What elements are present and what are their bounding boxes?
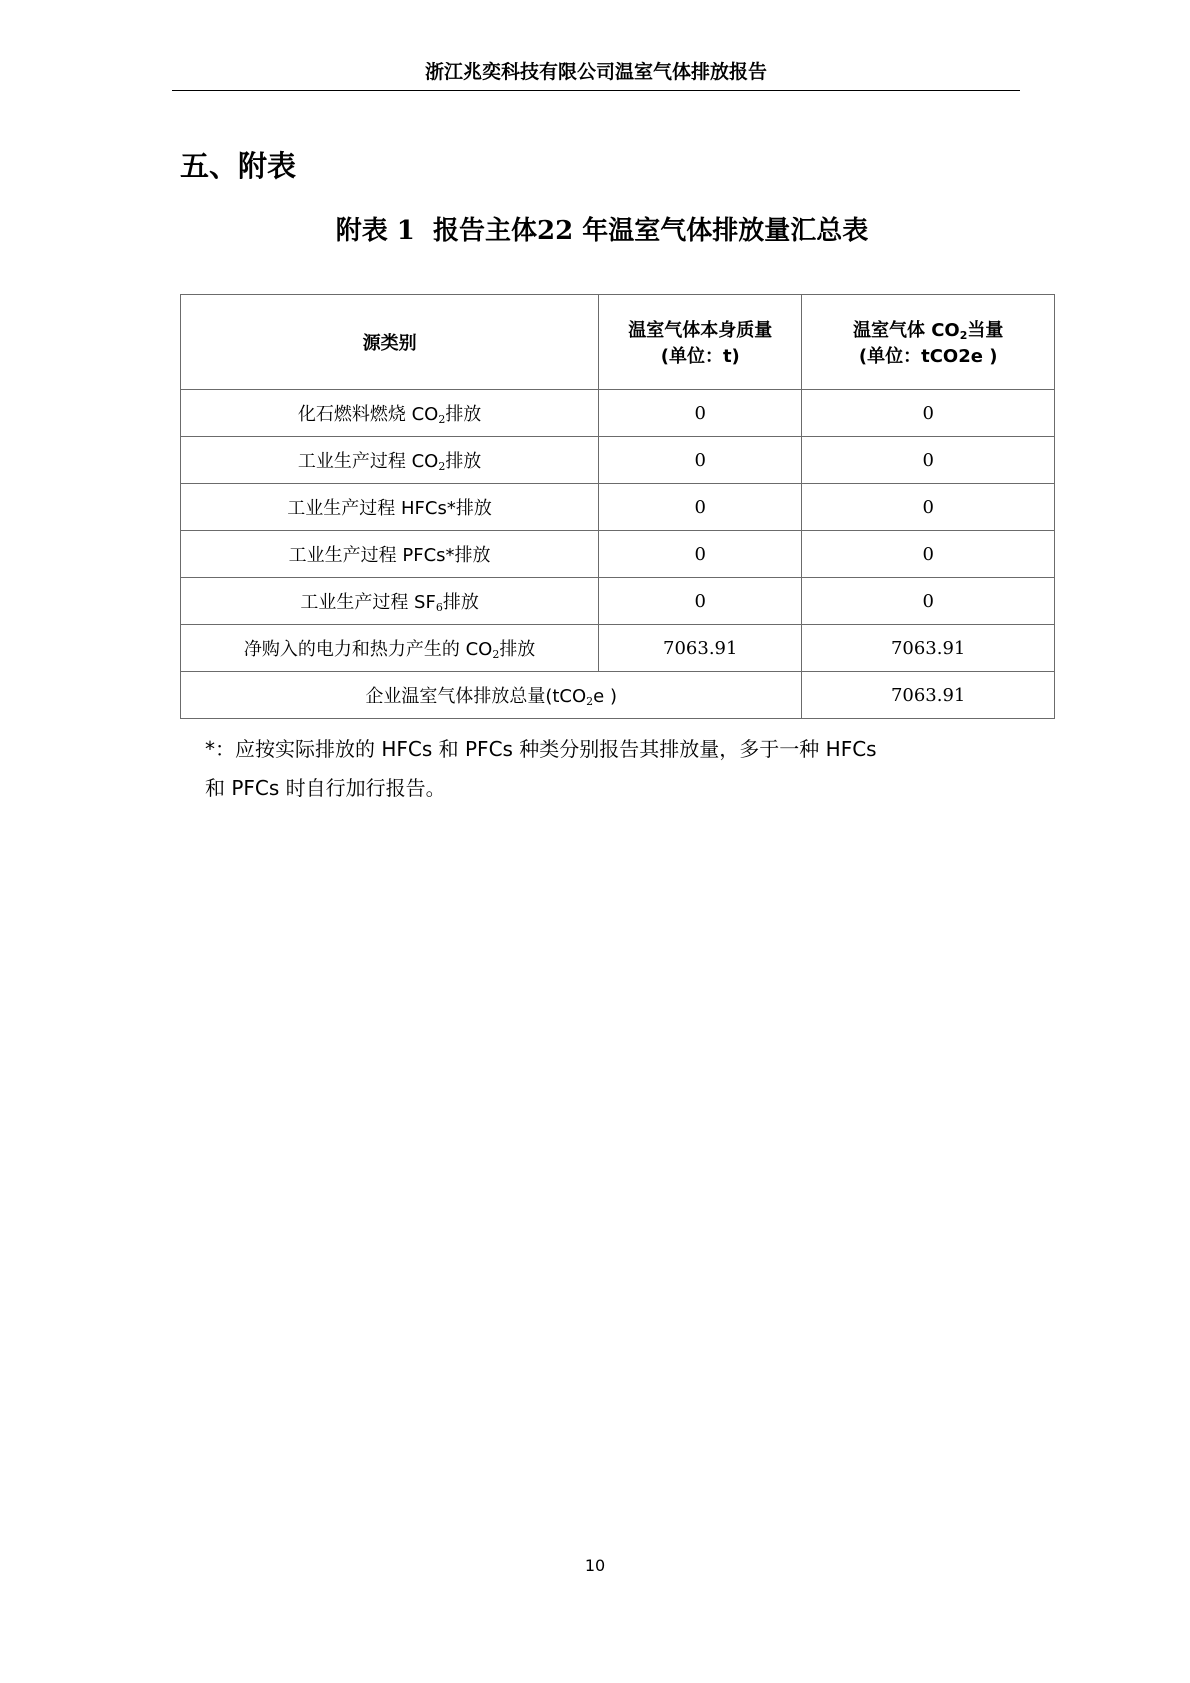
row-source-label: 工业生产过程 $SF_6$排放 <box>181 578 599 625</box>
table-total-row <box>181 672 1055 719</box>
table-header-row <box>181 295 1055 390</box>
row-source-label: 化石燃料燃烧 $CO_2$排放 <box>181 390 599 437</box>
row-mass-value: 0 <box>599 484 802 531</box>
table-footnote <box>205 730 1015 808</box>
row-co2e-value: 0 <box>802 437 1055 484</box>
total-label: 企业温室气体排放总量(tCO$_2$e ) <box>181 672 802 719</box>
table-title <box>180 212 1024 250</box>
header-co2-equivalent: 温室气体 $CO_2$当量 (单位：tCO2e ) <box>802 295 1055 390</box>
table-title-number: 1 <box>396 216 415 246</box>
page-header-title: 浙江兆奕科技有限公司温室气体排放报告 <box>424 61 767 83</box>
row-co2e-value: 0 <box>802 484 1055 531</box>
table-row <box>181 578 1055 625</box>
header-gas-mass: 温室气体本身质量 (单位：t) <box>599 295 802 390</box>
row-source-label: 工业生产过程 PFCs*排放 <box>181 531 599 578</box>
header-divider <box>172 90 1020 91</box>
table-row <box>181 531 1055 578</box>
table-row <box>181 484 1055 531</box>
row-source-label: 净购入的电力和热力产生的 $CO_2$排放 <box>181 625 599 672</box>
footnote-line-2: 和 PFCs 时自行加行报告。 <box>205 776 446 800</box>
table-row <box>181 437 1055 484</box>
row-mass-value: 0 <box>599 531 802 578</box>
row-mass-value: 7063.91 <box>599 625 802 672</box>
table-title-text-a: 报告主体 <box>433 216 538 246</box>
row-co2e-value: 0 <box>802 578 1055 625</box>
row-co2e-value: 7063.91 <box>802 625 1055 672</box>
row-mass-value: 0 <box>599 578 802 625</box>
table-row <box>181 390 1055 437</box>
page-number: 10 <box>584 1556 606 1575</box>
total-value: 7063.91 <box>802 672 1055 719</box>
row-co2e-value: 0 <box>802 390 1055 437</box>
row-source-label: 工业生产过程 $CO_2$排放 <box>181 437 599 484</box>
emissions-summary-table <box>180 294 1055 719</box>
row-mass-value: 0 <box>599 437 802 484</box>
table-title-year: 22 <box>537 216 574 246</box>
header-source-category: 源类别 <box>181 295 599 390</box>
row-mass-value: 0 <box>599 390 802 437</box>
row-source-label: 工业生产过程 HFCs*排放 <box>181 484 599 531</box>
table-title-prefix: 附表 <box>335 216 388 246</box>
section-title: 五、附表 <box>180 149 297 183</box>
row-co2e-value: 0 <box>802 531 1055 578</box>
table-title-text-b: 年温室气体排放量汇总表 <box>582 216 869 246</box>
table-row <box>181 625 1055 672</box>
footnote-line-1: *：应按实际排放的 HFCs 和 PFCs 种类分别报告其排放量，多于一种 HFCs <box>205 737 877 761</box>
